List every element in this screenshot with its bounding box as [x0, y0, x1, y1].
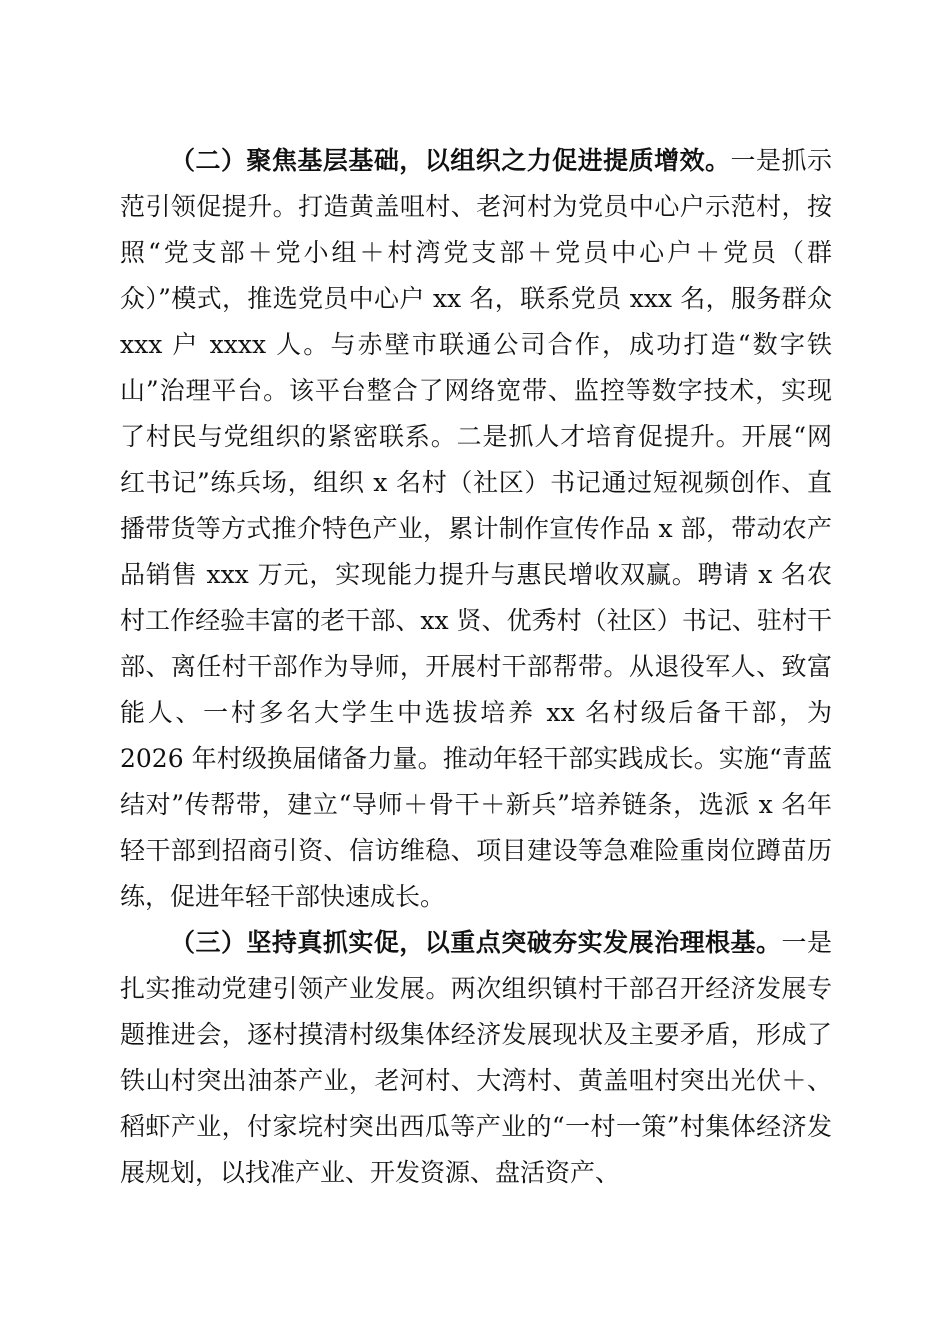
section-two-body: 一是抓示范引领促提升。打造黄盖咀村、老河村为党员中心户示范村，按照“党支部＋党小组＋村湾党支部＋党员中心户＋党员（群众）”模式，推选党员中心户 xx 名，联系党员 xxx 名，服务群众 xxx 户 xxxx 人。与赤壁市联通公司合作，成功打造“数字铁山”治理平台。该平台整合了网络宽带、监控等数字技术，实现了村民与党组织的紧密联系。二是抓人才培育促提升。开展“网红书记”练兵场，组织 x 名村（社区）书记通过短视频创作、直播带货等方式推介特色产业，累计制作宣传作品 x 部，带动农产品销售 xxx 万元，实现能力提升与惠民增收双赢。聘请 x 名农村工作经验丰富的老干部、xx 贤、优秀村（社区）书记、驻村干部、离任村干部作为导师，开展村干部帮带。从退役军人、致富能人、一村多名大学生中选拔培养 xx 名村级后备干部，为 2026 年村级换届储备力量。推动年轻干部实践成长。实施“青蓝结对”传帮带，建立“导师＋骨干＋新兵”培养链条，选派 x 名年轻干部到招商引资、信访维稳、项目建设等急难险重岗位蹲苗历练，促进年轻干部快速成长。	[120, 146, 832, 911]
section-three-heading: （三）坚持真抓实促，以重点突破夯实发展治理根基。	[170, 928, 782, 957]
section-three-body: 一是扎实推动党建引领产业发展。两次组织镇村干部召开经济发展专题推进会，逐村摸清村级集体经济发展现状及主要矛盾，形成了铁山村突出油茶产业，老河村、大湾村、黄盖咀村突出光伏＋、稻虾产业，付家垸村突出西瓜等产业的“一村一策”村集体经济发展规划，以找准产业、开发资源、盘活资产、	[120, 928, 832, 1187]
section-two-heading: （二）聚焦基层基础，以组织之力促进提质增效。	[170, 146, 731, 175]
paragraph-section-two	[120, 138, 832, 920]
paragraph-section-three	[120, 920, 832, 1196]
document-body	[120, 138, 832, 1196]
